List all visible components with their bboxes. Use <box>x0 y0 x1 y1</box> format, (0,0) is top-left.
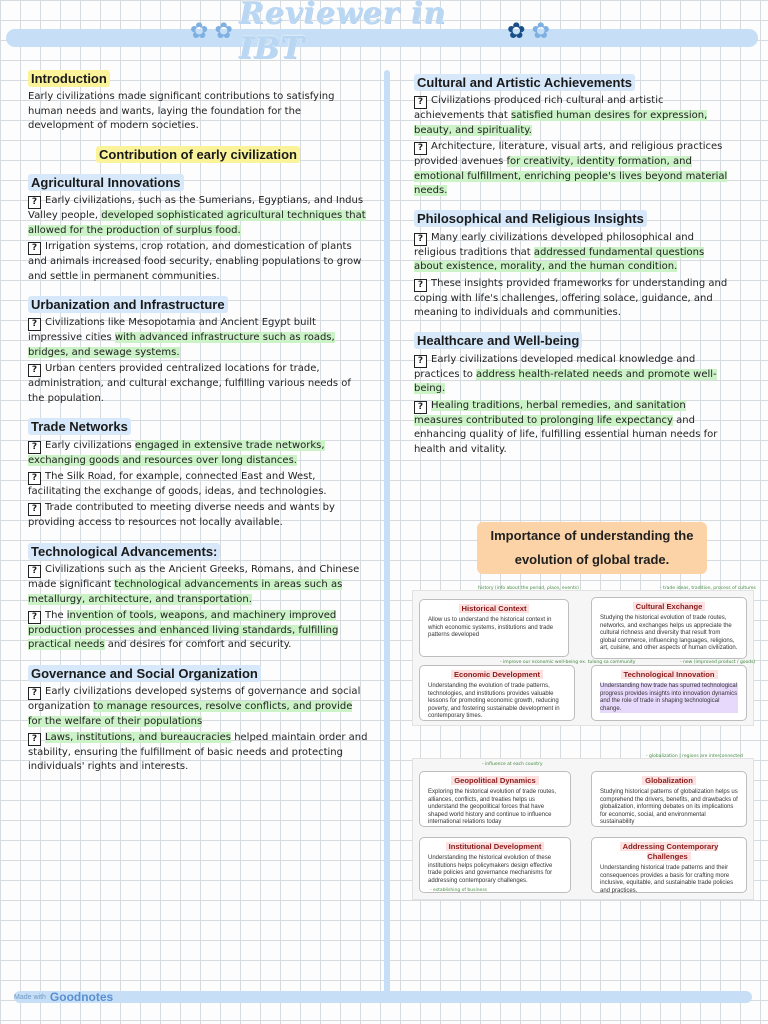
card-desc: Studying historical patterns of globalization helps us comprehend the drivers, benefits, and drawbacks of globalization, informing debates on its implications for economic, social, and environmental sustainability <box>600 789 738 826</box>
topic-section <box>28 418 368 531</box>
card-title: Geopolitical Dynamics <box>451 776 538 785</box>
question-box-icon: ? <box>28 503 41 516</box>
bullet-item <box>28 240 368 284</box>
card-desc: Exploring the historical evolution of trade routes, alliances, conflicts, and treaties helps us understand the geopolitical forces that have shaped world history and continue to influence international relations today <box>428 789 557 826</box>
bullet-item <box>28 362 368 406</box>
importance-line-1: Importance of understanding the <box>490 528 694 543</box>
section-heading: Trade Networks <box>28 418 131 435</box>
topic-section <box>28 543 368 653</box>
question-box-icon: ? <box>28 733 41 746</box>
card-title: Cultural Exchange <box>633 602 706 611</box>
bullet-text: Civilizations such as the Ancient Greeks, Romans, and Chinese made significant <box>28 564 360 591</box>
card-title: Globalization <box>642 776 696 785</box>
annotation-institutional: - establishing of business <box>430 888 488 893</box>
section-heading: Healthcare and Well-being <box>414 332 582 349</box>
topic-section <box>414 210 734 320</box>
contribution-heading: Contribution of early civilization <box>96 146 300 163</box>
question-box-icon: ? <box>414 279 427 292</box>
question-box-icon: ? <box>414 355 427 368</box>
section-heading: Urbanization and Infrastructure <box>28 296 228 313</box>
section-heading: Philosophical and Religious Insights <box>414 210 647 227</box>
question-box-icon: ? <box>28 687 41 700</box>
trade-diagram-top <box>412 590 754 726</box>
card-title: Institutional Development <box>446 842 545 851</box>
card-title: Technological Innovation <box>621 670 718 679</box>
highlighted-text: with advanced infrastructure such as roads, bridges, and sewage systems. <box>28 332 335 358</box>
column-divider <box>384 70 390 1000</box>
bullet-text: Irrigation systems, crop rotation, and domestication of plants and animals increased food security, enabling populations to grow and settle in permanent communities. <box>28 241 362 282</box>
bullet-item <box>28 685 368 729</box>
card-historical-context <box>419 599 569 657</box>
bullet-item <box>28 609 368 653</box>
question-box-icon: ? <box>28 318 41 331</box>
bullet-text: Many early civilizations developed philosophical and religious traditions that <box>414 231 694 258</box>
bow-icon: ✿ <box>214 18 233 44</box>
card-desc: Understanding historical trade patterns and their consequences provides a basis for crafting more inclusive, equitable, and sustainable trade policies and practices. <box>600 865 734 894</box>
bullet-text: Early civilizations <box>45 439 135 451</box>
card-geopolitical-dynamics <box>419 771 571 827</box>
bullet-text: Civilizations like Mesopotamia and Ancient Egypt built impressive cities <box>28 317 316 344</box>
annotation-cultural: - trade ideas, tradition, process of cultures <box>660 586 756 591</box>
bow-icon: ✿ <box>507 18 526 44</box>
question-box-icon: ? <box>414 96 427 109</box>
highlighted-text: invention of tools, weapons, and machinery improved production processes and enhanced living standards, fulfilling practical needs <box>28 609 339 651</box>
question-box-icon: ? <box>414 142 427 155</box>
page-header <box>190 0 550 66</box>
highlighted-text: Healing traditions, herbal remedies, and sanitation measures contributed to prolonging life expectancy <box>414 399 686 426</box>
question-box-icon: ? <box>414 401 427 414</box>
bullet-text: Early civilizations developed medical knowledge and practices to <box>414 353 696 380</box>
highlighted-text: address health-related needs and promote well-being. <box>414 368 717 395</box>
question-box-icon: ? <box>414 233 427 246</box>
bullet-text: and enhancing quality of life, fulfilling essential human needs for health and vitality. <box>414 414 718 455</box>
bullet-item <box>28 470 368 499</box>
card-globalization <box>591 771 747 827</box>
card-addressing-challenges <box>591 837 747 893</box>
question-box-icon: ? <box>28 441 41 454</box>
card-desc: Allow us to understand the historical context in which economic systems, institutions and trade patterns developed <box>428 617 554 639</box>
annotation-economic: - improve our economic well-being ex. tulong sa community <box>500 660 636 665</box>
annotation-technological: - new (improved product / goods) <box>680 660 756 665</box>
bullet-text: Urban centers provided centralized locations for trade, administration, and cultural exchange, fulfilling various needs of the population. <box>28 363 351 404</box>
bullet-item <box>28 439 368 468</box>
bullet-item <box>28 194 368 238</box>
bullet-item <box>414 353 734 397</box>
section-heading: Cultural and Artistic Achievements <box>414 74 635 91</box>
bullet-item <box>28 731 368 775</box>
highlighted-text: for creativity, identity formation, and emotional fulfillment, enriching people's lives beyond material needs. <box>414 156 728 197</box>
highlighted-text: to manage resources, resolve conflicts, and provide for the welfare of their populations <box>28 701 353 727</box>
highlighted-text: engaged in extensive trade networks, exchanging goods and resources over long distances. <box>28 439 325 466</box>
bullet-item <box>414 399 734 457</box>
importance-line-2: evolution of global trade. <box>514 552 670 567</box>
topic-section <box>414 74 734 198</box>
card-title: Historical Context <box>459 604 530 613</box>
section-heading: Agricultural Innovations <box>28 174 184 191</box>
bullet-item <box>414 277 734 321</box>
card-cultural-exchange <box>591 597 747 659</box>
annotation-historical: history (info about the period, place, events) <box>478 586 579 591</box>
card-title: Addressing Contemporary Challenges <box>620 842 719 861</box>
question-box-icon: ? <box>28 196 41 209</box>
highlighted-text: satisfied human desires for expression, beauty, and spirituality. <box>414 110 708 136</box>
bullet-text: Architecture, literature, visual arts, and religious practices provided avenues <box>414 141 723 168</box>
question-box-icon: ? <box>28 611 41 624</box>
highlighted-text: developed sophisticated agricultural techniques that allowed for the production of surplus food. <box>28 210 366 236</box>
highlighted-text: addressed fundamental questions about existence, morality, and the human condition. <box>414 246 705 273</box>
bullet-text: Trade contributed to meeting diverse needs and wants by providing access to resources not locally available. <box>28 502 335 529</box>
bow-icon: ✿ <box>190 18 209 44</box>
bullet-text: The Silk Road, for example, connected East and West, facilitating the exchange of goods, ideas, and technologies. <box>28 470 327 497</box>
importance-heading-label <box>477 522 708 574</box>
left-column <box>28 70 368 775</box>
question-box-icon: ? <box>28 242 41 255</box>
made-with-label: Made with <box>14 993 46 1001</box>
section-heading: Technological Advancements: <box>28 543 220 560</box>
bullet-item <box>28 501 368 530</box>
card-desc: Understanding the historical evolution of these institutions helps policymakers design effective trade policies and governance mechanisms for addressing contemporary challenges. <box>428 855 553 884</box>
topic-section <box>28 174 368 284</box>
card-desc: Studying the historical evolution of trade routes, networks, and exchanges helps us appreciate the cultural richness and diversity that result from global commerce, influencing languages, religions, art, cuisine, and other aspects of human civilization. <box>600 615 738 652</box>
highlighted-text: technological advancements in areas such as metallurgy, architecture, and transportation. <box>28 579 343 605</box>
trade-diagram-bottom <box>412 758 754 900</box>
bullet-text: The <box>45 609 67 621</box>
importance-heading <box>466 522 718 574</box>
card-economic-development <box>419 665 575 721</box>
annotation-globalization: - globalization | regions are interconnected <box>646 754 743 759</box>
bullet-item <box>28 316 368 360</box>
bullet-item <box>414 140 734 198</box>
bullet-text: and desires for comfort and security. <box>104 639 292 651</box>
card-desc: Understanding how trade has spurred technological progress provides insights into innovation dynamics and the role of trade in shaping technological change. <box>600 683 738 712</box>
topic-section <box>28 665 368 775</box>
right-column <box>414 74 734 457</box>
card-technological-innovation <box>591 665 747 721</box>
bullet-text: Early civilizations, such as the Sumerians, Egyptians, and Indus Valley people, <box>28 195 364 222</box>
topic-section <box>28 296 368 406</box>
footer-band <box>14 991 752 1003</box>
contribution-heading-wrap <box>28 146 368 164</box>
bullet-text: helped maintain order and stability, ensuring the fulfillment of basic needs and protecting individuals' rights and interests. <box>28 731 368 773</box>
question-box-icon: ? <box>28 472 41 485</box>
bow-icon: ✿ <box>531 18 550 44</box>
intro-text: Early civilizations made significant contributions to satisfying human needs and wants, laying the foundation for the development of modern societies. <box>28 91 335 132</box>
card-title: Economic Development <box>451 670 543 679</box>
page-title: Reviewer in IBT <box>238 0 447 66</box>
section-heading: Governance and Social Organization <box>28 665 261 682</box>
bullet-text: Early civilizations developed systems of governance and social organization <box>28 686 361 713</box>
made-with-badge <box>14 989 113 1005</box>
topic-section <box>414 332 734 456</box>
bullet-text: Civilizations produced rich cultural and artistic achievements that <box>414 95 664 122</box>
intro-heading: Introduction <box>28 70 110 87</box>
left-sections <box>28 174 368 775</box>
bullet-item <box>414 231 734 275</box>
question-box-icon: ? <box>28 364 41 377</box>
bullet-item <box>414 94 734 138</box>
highlighted-text: Laws, institutions, and bureaucracies <box>45 731 232 743</box>
right-sections <box>414 74 734 457</box>
bullet-text: These insights provided frameworks for understanding and coping with life's challenges, offering solace, guidance, and meaning to individuals and communities. <box>414 277 728 319</box>
question-box-icon: ? <box>28 565 41 578</box>
card-institutional-development <box>419 837 571 893</box>
intro-section <box>28 70 368 134</box>
goodnotes-logo: Goodnotes <box>49 990 114 1004</box>
card-desc: Understanding the evolution of trade patterns, technologies, and institutions provides valuable lessons for promoting economic growth, reducing poverty, and fostering sustainable development in contemporary times. <box>428 683 560 720</box>
annotation-geopolitical: - influence at each country <box>482 762 543 767</box>
bullet-item <box>28 563 368 607</box>
